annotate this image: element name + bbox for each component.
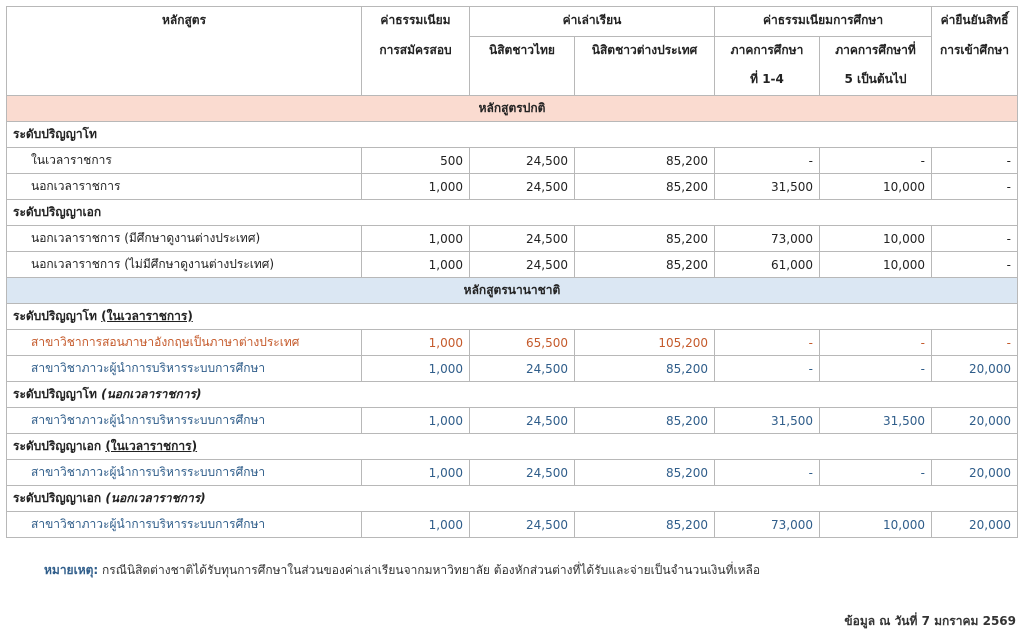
fee-semester-1-4: 73,000 xyxy=(715,226,820,252)
fee-semester-5: 31,500 xyxy=(820,408,932,434)
table-row xyxy=(7,330,1018,356)
fee-table xyxy=(6,6,1018,538)
confirmation-fee: - xyxy=(932,226,1018,252)
table-row xyxy=(7,356,1018,382)
confirmation-fee: 20,000 xyxy=(932,356,1018,382)
fee-semester-1-4: 31,500 xyxy=(715,408,820,434)
tuition-thai: 24,500 xyxy=(470,252,575,278)
tuition-foreign: 85,200 xyxy=(575,512,715,538)
table-row xyxy=(7,148,1018,174)
tuition-thai: 24,500 xyxy=(470,460,575,486)
application-fee: 1,000 xyxy=(362,174,470,200)
level-label: ระดับปริญญาเอก xyxy=(7,200,1018,226)
tuition-foreign: 105,200 xyxy=(575,330,715,356)
level-note: (ในเวลาราชการ) xyxy=(101,309,193,323)
footnote-text: กรณีนิสิตต่างชาติได้รับทุนการศึกษาในส่วนของค่าเล่าเรียนจากมหาวิทยาลัย ต้องหักส่วนต่างที่ได้รับและจ่ายเป็นจำนวนเงินที่เหลือ xyxy=(98,563,761,577)
program-name: สาขาวิชาภาวะผู้นำการบริหารระบบการศึกษา xyxy=(7,460,362,486)
header-application-fee-2: การสมัครสอบ xyxy=(362,37,470,96)
tuition-thai: 24,500 xyxy=(470,408,575,434)
tuition-foreign: 85,200 xyxy=(575,460,715,486)
confirmation-fee: - xyxy=(932,148,1018,174)
table-row xyxy=(7,408,1018,434)
fee-semester-5: - xyxy=(820,148,932,174)
level-row xyxy=(7,486,1018,512)
application-fee: 1,000 xyxy=(362,460,470,486)
tuition-foreign: 85,200 xyxy=(575,174,715,200)
section-international xyxy=(7,278,1018,304)
footnote xyxy=(44,561,760,580)
table-row xyxy=(7,174,1018,200)
application-fee: 1,000 xyxy=(362,252,470,278)
table-row xyxy=(7,512,1018,538)
confirmation-fee: - xyxy=(932,174,1018,200)
tuition-thai: 24,500 xyxy=(470,512,575,538)
header-semester-5: ภาคการศึกษาที่ xyxy=(820,37,932,67)
program-name: ในเวลาราชการ xyxy=(7,148,362,174)
tuition-thai: 24,500 xyxy=(470,148,575,174)
level-label xyxy=(7,304,1018,330)
confirmation-fee: - xyxy=(932,252,1018,278)
header-semester-1-4: ภาคการศึกษา xyxy=(715,37,820,67)
level-name: ระดับปริญญาโท xyxy=(13,387,97,401)
application-fee: 1,000 xyxy=(362,226,470,252)
table-row xyxy=(7,252,1018,278)
section-title: หลักสูตรปกติ xyxy=(7,96,1018,122)
level-row xyxy=(7,434,1018,460)
tuition-foreign: 85,200 xyxy=(575,252,715,278)
tuition-foreign: 85,200 xyxy=(575,408,715,434)
application-fee: 1,000 xyxy=(362,356,470,382)
fee-semester-1-4: 61,000 xyxy=(715,252,820,278)
header-tuition: ค่าเล่าเรียน xyxy=(470,7,715,37)
level-row xyxy=(7,304,1018,330)
confirmation-fee: 20,000 xyxy=(932,408,1018,434)
fee-semester-5: - xyxy=(820,356,932,382)
confirmation-fee: 20,000 xyxy=(932,512,1018,538)
tuition-foreign: 85,200 xyxy=(575,148,715,174)
fee-semester-1-4: - xyxy=(715,330,820,356)
tuition-foreign: 85,200 xyxy=(575,226,715,252)
level-name: ระดับปริญญาเอก xyxy=(13,491,102,505)
program-name: นอกเวลาราชการ (มีศึกษาดูงานต่างประเทศ) xyxy=(7,226,362,252)
tuition-thai: 24,500 xyxy=(470,356,575,382)
application-fee: 500 xyxy=(362,148,470,174)
level-label xyxy=(7,434,1018,460)
application-fee: 1,000 xyxy=(362,330,470,356)
header-course: หลักสูตร xyxy=(7,7,362,96)
fee-semester-5: - xyxy=(820,330,932,356)
level-note: (ในเวลาราชการ) xyxy=(105,439,198,453)
level-note: (นอกเวลาราชการ) xyxy=(101,387,202,401)
level-label xyxy=(7,382,1018,408)
level-row xyxy=(7,122,1018,148)
header-confirmation-fee: ค่ายืนยันสิทธิ์ xyxy=(932,7,1018,37)
tuition-thai: 24,500 xyxy=(470,226,575,252)
fee-semester-5: - xyxy=(820,460,932,486)
application-fee: 1,000 xyxy=(362,512,470,538)
data-as-of-date: ข้อมูล ณ วันที่ 7 มกราคม 2569 xyxy=(844,614,1016,628)
table-row xyxy=(7,226,1018,252)
fee-semester-5: 10,000 xyxy=(820,512,932,538)
fee-semester-1-4: - xyxy=(715,148,820,174)
header-confirmation-fee-2: การเข้าศึกษา xyxy=(932,37,1018,96)
application-fee: 1,000 xyxy=(362,408,470,434)
level-name: ระดับปริญญาเอก xyxy=(13,439,102,453)
fee-semester-1-4: 73,000 xyxy=(715,512,820,538)
program-name: สาขาวิชาภาวะผู้นำการบริหารระบบการศึกษา xyxy=(7,512,362,538)
footnote-label: หมายเหตุ: xyxy=(44,563,99,577)
section-title: หลักสูตรนานาชาติ xyxy=(7,278,1018,304)
header-application-fee: ค่าธรรมเนียม xyxy=(362,7,470,37)
header-education-fee: ค่าธรรมเนียมการศึกษา xyxy=(715,7,932,37)
level-label xyxy=(7,486,1018,512)
section-regular xyxy=(7,96,1018,122)
fee-semester-5: 10,000 xyxy=(820,226,932,252)
tuition-thai: 65,500 xyxy=(470,330,575,356)
fee-semester-5: 10,000 xyxy=(820,174,932,200)
program-name: นอกเวลาราชการ xyxy=(7,174,362,200)
level-note: (นอกเวลาราชการ) xyxy=(105,491,206,505)
tuition-foreign: 85,200 xyxy=(575,356,715,382)
level-label: ระดับปริญญาโท xyxy=(7,122,1018,148)
program-name: สาขาวิชาภาวะผู้นำการบริหารระบบการศึกษา xyxy=(7,408,362,434)
fee-semester-1-4: - xyxy=(715,356,820,382)
tuition-thai: 24,500 xyxy=(470,174,575,200)
program-name: สาขาวิชาภาวะผู้นำการบริหารระบบการศึกษา xyxy=(7,356,362,382)
confirmation-fee: - xyxy=(932,330,1018,356)
fee-semester-5: 10,000 xyxy=(820,252,932,278)
program-name: สาขาวิชาการสอนภาษาอังกฤษเป็นภาษาต่างประเทศ xyxy=(7,330,362,356)
level-name: ระดับปริญญาโท xyxy=(13,309,97,323)
confirmation-fee: 20,000 xyxy=(932,460,1018,486)
header-foreign-students: นิสิตชาวต่างประเทศ xyxy=(575,37,715,96)
header-thai-students: นิสิตชาวไทย xyxy=(470,37,575,96)
fee-semester-1-4: - xyxy=(715,460,820,486)
level-row xyxy=(7,200,1018,226)
header-semester-5-b: 5 เป็นต้นไป xyxy=(820,66,932,96)
fee-semester-1-4: 31,500 xyxy=(715,174,820,200)
header-semester-1-4-b: ที่ 1-4 xyxy=(715,66,820,96)
program-name: นอกเวลาราชการ (ไม่มีศึกษาดูงานต่างประเทศ) xyxy=(7,252,362,278)
level-row xyxy=(7,382,1018,408)
table-row xyxy=(7,460,1018,486)
